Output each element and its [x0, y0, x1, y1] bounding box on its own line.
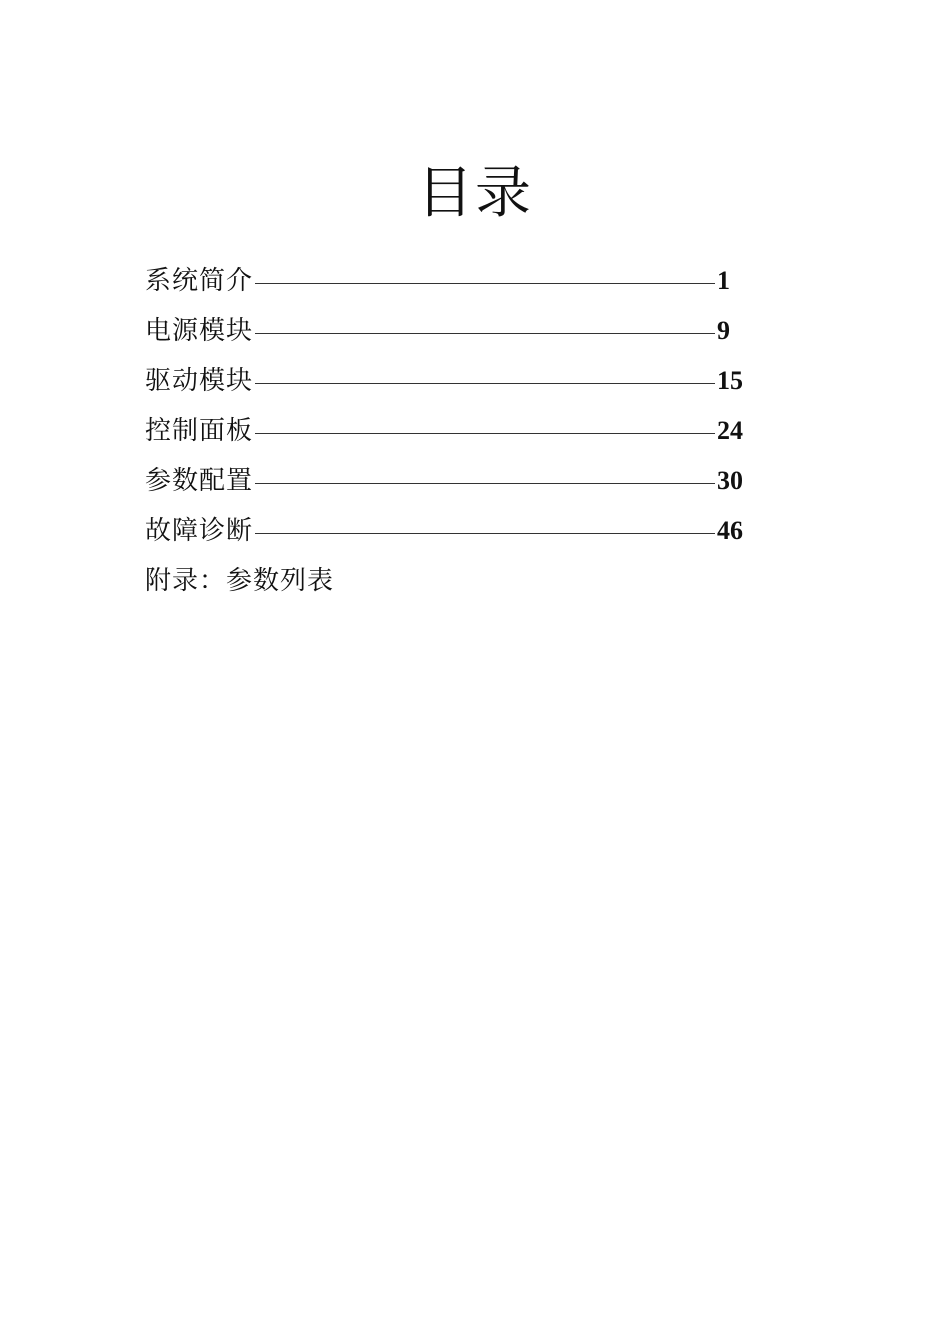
- toc-entry-page: 46: [717, 516, 744, 545]
- toc-leader-line: [255, 483, 715, 484]
- toc-entry-page: 24: [717, 416, 744, 445]
- toc-entry-page: 30: [717, 466, 744, 495]
- toc-entry[interactable]: [145, 256, 785, 306]
- toc-entry-title: 驱动模块: [145, 366, 254, 396]
- toc-entry[interactable]: [145, 306, 785, 356]
- toc-entry-page: 1: [717, 266, 731, 295]
- toc-entry-title: 系统简介: [145, 266, 254, 296]
- toc-leader-line: [255, 383, 715, 384]
- toc-leader-line: [255, 333, 715, 334]
- table-of-contents: [145, 256, 785, 606]
- toc-entry-page: 9: [717, 316, 731, 345]
- toc-appendix-entry[interactable]: [145, 556, 785, 606]
- toc-entry-title: 控制面板: [145, 416, 254, 446]
- toc-appendix-title: 附录：参数列表: [145, 566, 335, 596]
- toc-entry[interactable]: [145, 406, 785, 456]
- page-title: 目录: [417, 161, 533, 226]
- toc-entry-title: 参数配置: [145, 466, 254, 496]
- toc-leader-line: [255, 283, 715, 284]
- toc-entry-title: 故障诊断: [145, 516, 254, 546]
- toc-entry-page: 15: [717, 366, 744, 395]
- toc-leader-line: [255, 533, 715, 534]
- toc-entry[interactable]: [145, 456, 785, 506]
- toc-entry-title: 电源模块: [145, 316, 254, 346]
- toc-leader-line: [255, 433, 715, 434]
- toc-entry[interactable]: [145, 356, 785, 406]
- toc-entry[interactable]: [145, 506, 785, 556]
